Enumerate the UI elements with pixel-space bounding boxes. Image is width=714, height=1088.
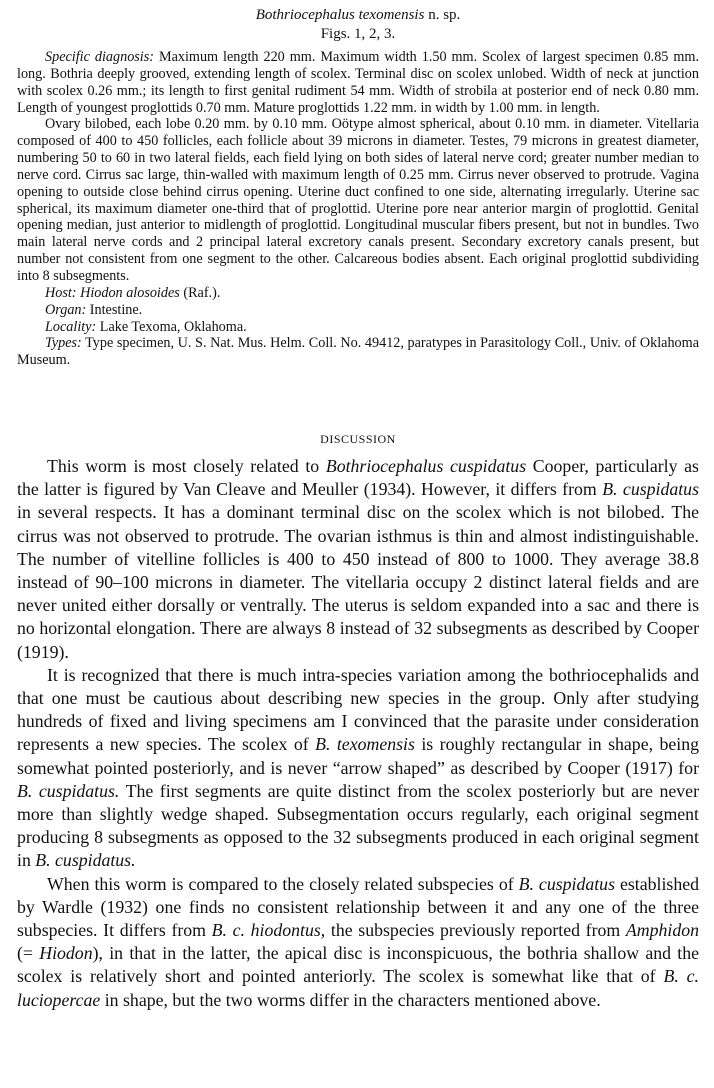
types-value: Type specimen, U. S. Nat. Mus. Helm. Coll. No. 49412, paratypes in Parasitology Coll., Univ. of Oklahoma Museum. (17, 335, 699, 369)
specific-diagnosis-paragraph (17, 49, 699, 116)
text-run: ), in that in the latter, the apical disc is inconspicuous, the bothria shallow and the scolex is relatively short and pointed anteriorly. The scolex is somewhat like that of (17, 943, 699, 987)
taxon-name: B. texomensis (315, 734, 415, 755)
diagnosis-text: Maximum length 220 mm. Maximum width 1.50 mm. Scolex of largest specimen 0.85 mm. long. Bothria deeply grooved, extending length of scolex. Terminal disc on scolex unlobed. Width of neck at junction with scolex 0.26 mm.; its length to first genital rudiment 54 mm. Width of strobila at posterior end of neck 0.80 mm. Length of youngest proglottids 0.70 mm. Mature proglottids 1.22 mm. in width by 1.00 mm. in length. (17, 49, 699, 116)
text-run: is roughly rectangular in shape, being somewhat pointed posteriorly, and is never “arrow shaped” as described by Cooper (1917) for (17, 734, 699, 778)
text-run: This worm is most closely related to (47, 456, 326, 476)
text-run: the subspecies previously reported from (325, 920, 626, 941)
text-run: It is recognized that there is much intra-species variation among the bothriocephalids and that one must be cautious about describing new species in the group. Only after studying hundreds of fixed and living specimens am I convinced that the parasite under consideration represents a new species. The scolex of (17, 664, 699, 755)
text-run: When this worm is compared to the closely related subspecies of (47, 873, 519, 894)
locality-line (17, 319, 699, 336)
taxon-name: Amphidon (625, 920, 700, 941)
taxon-name: B. cuspidatus. (17, 780, 120, 801)
organ-label: Organ: (45, 301, 87, 318)
text-run: The first segments are quite distinct from the scolex posteriorly but are never more than slightly wedge shaped. Subsegmentation occurs regularly, each original segment producing 8 subsegments as opposed to the 32 subsegments produced in each original segment in (17, 780, 699, 871)
figure-reference: Figs. 1, 2, 3. (320, 26, 396, 42)
text-run: (= (17, 943, 40, 964)
taxon-name: Hiodon (39, 943, 93, 964)
diagnosis-section (17, 49, 699, 369)
text-run: Cooper, particularly as the latter is figured by Van Cleave and Meuller (1934). However, it differs from (17, 456, 699, 500)
taxon-name: B. c. luciopercae (17, 966, 700, 1010)
diagnosis-label: Specific diagnosis: (45, 49, 154, 65)
host-value: Hiodon alosoides (76, 284, 180, 301)
discussion-paragraph-3 (17, 873, 699, 1012)
text-run: in shape, but the two worms differ in the characters mentioned above. (100, 989, 601, 1010)
ovary-paragraph: Ovary bilobed, each lobe 0.20 mm. by 0.10 mm. Oötype almost spherical, about 0.10 mm. in diameter. Vitellaria composed of 400 to 450 follicles, each follicle about 39 microns in diameter. Testes, 79 microns in greatest diameter, numbering 50 to 60 in two lateral fields, each field lying on both sides of lateral nerve cord; greater number median to nerve cord. Cirrus sac large, thin-walled with maximum length of 0.25 mm. Cirrus never observed to protrude. Vagina opening to outside close behind cirrus opening. Uterine duct confined to one side, alternating irregularly. Uterine sac spherical, its maximum diameter one-third that of proglottid. Uterine pore near anterior margin of proglottid. Genital opening median, just anterior to midlength of proglottid. Longitudinal muscular fibers present, but not in bundles. Two main lateral nerve cords and 2 principal lateral excretory canals present. Secondary excretory canals present, but number not consistent from one segment to the other. Calcareous bodies absent. Each original proglottid subdividing into 8 subsegments. (17, 116, 699, 284)
discussion-heading: DISCUSSION (320, 432, 396, 446)
species-name: Bothriocephalus texomensis (255, 7, 425, 23)
discussion-section (17, 455, 699, 1012)
text-run: established by Wardle (1932) one finds no consistent relationship between it and any one of the three subspecies. It differs from (17, 873, 699, 941)
taxon-name: B. c. hiodontus, (211, 920, 326, 941)
taxon-name: Bothriocephalus cuspidatus (325, 456, 527, 476)
taxon-name: B. cuspidatus (602, 479, 699, 500)
text-run: in several respects. It has a dominant terminal disc on the scolex which is not bilobed. The cirrus was not observed to protrude. The ovarian isthmus is thin and almost indistinguishable. The number of vitelline follicles is 400 to 450 instead of 800 to 1000. They average 38.8 instead of 90–100 microns in diameter. The vitellaria occupy 2 distinct lateral fields and are never united either dorsally or ventrally. The uterus is seldom expanded into a sac and there is no horizontal elongation. There are always 8 instead of 32 subsegments as described by Cooper (1919). (17, 502, 699, 662)
discussion-paragraph-1 (17, 455, 699, 664)
locality-label: Locality: (45, 318, 97, 335)
types-line (17, 335, 699, 369)
organ-value: Intestine. (86, 301, 143, 318)
host-label: Host: (45, 284, 77, 301)
discussion-paragraph-2 (17, 664, 699, 873)
types-label: Types: (45, 335, 82, 352)
species-suffix: n. sp. (424, 7, 461, 23)
host-authority: (Raf.). (179, 284, 221, 301)
taxon-name: B. cuspidatus. (35, 850, 136, 871)
species-title (17, 6, 699, 24)
organ-line (17, 302, 699, 319)
taxon-name: B. cuspidatus (518, 873, 615, 894)
host-line (17, 285, 699, 302)
locality-value: Lake Texoma, Oklahoma. (96, 318, 247, 335)
